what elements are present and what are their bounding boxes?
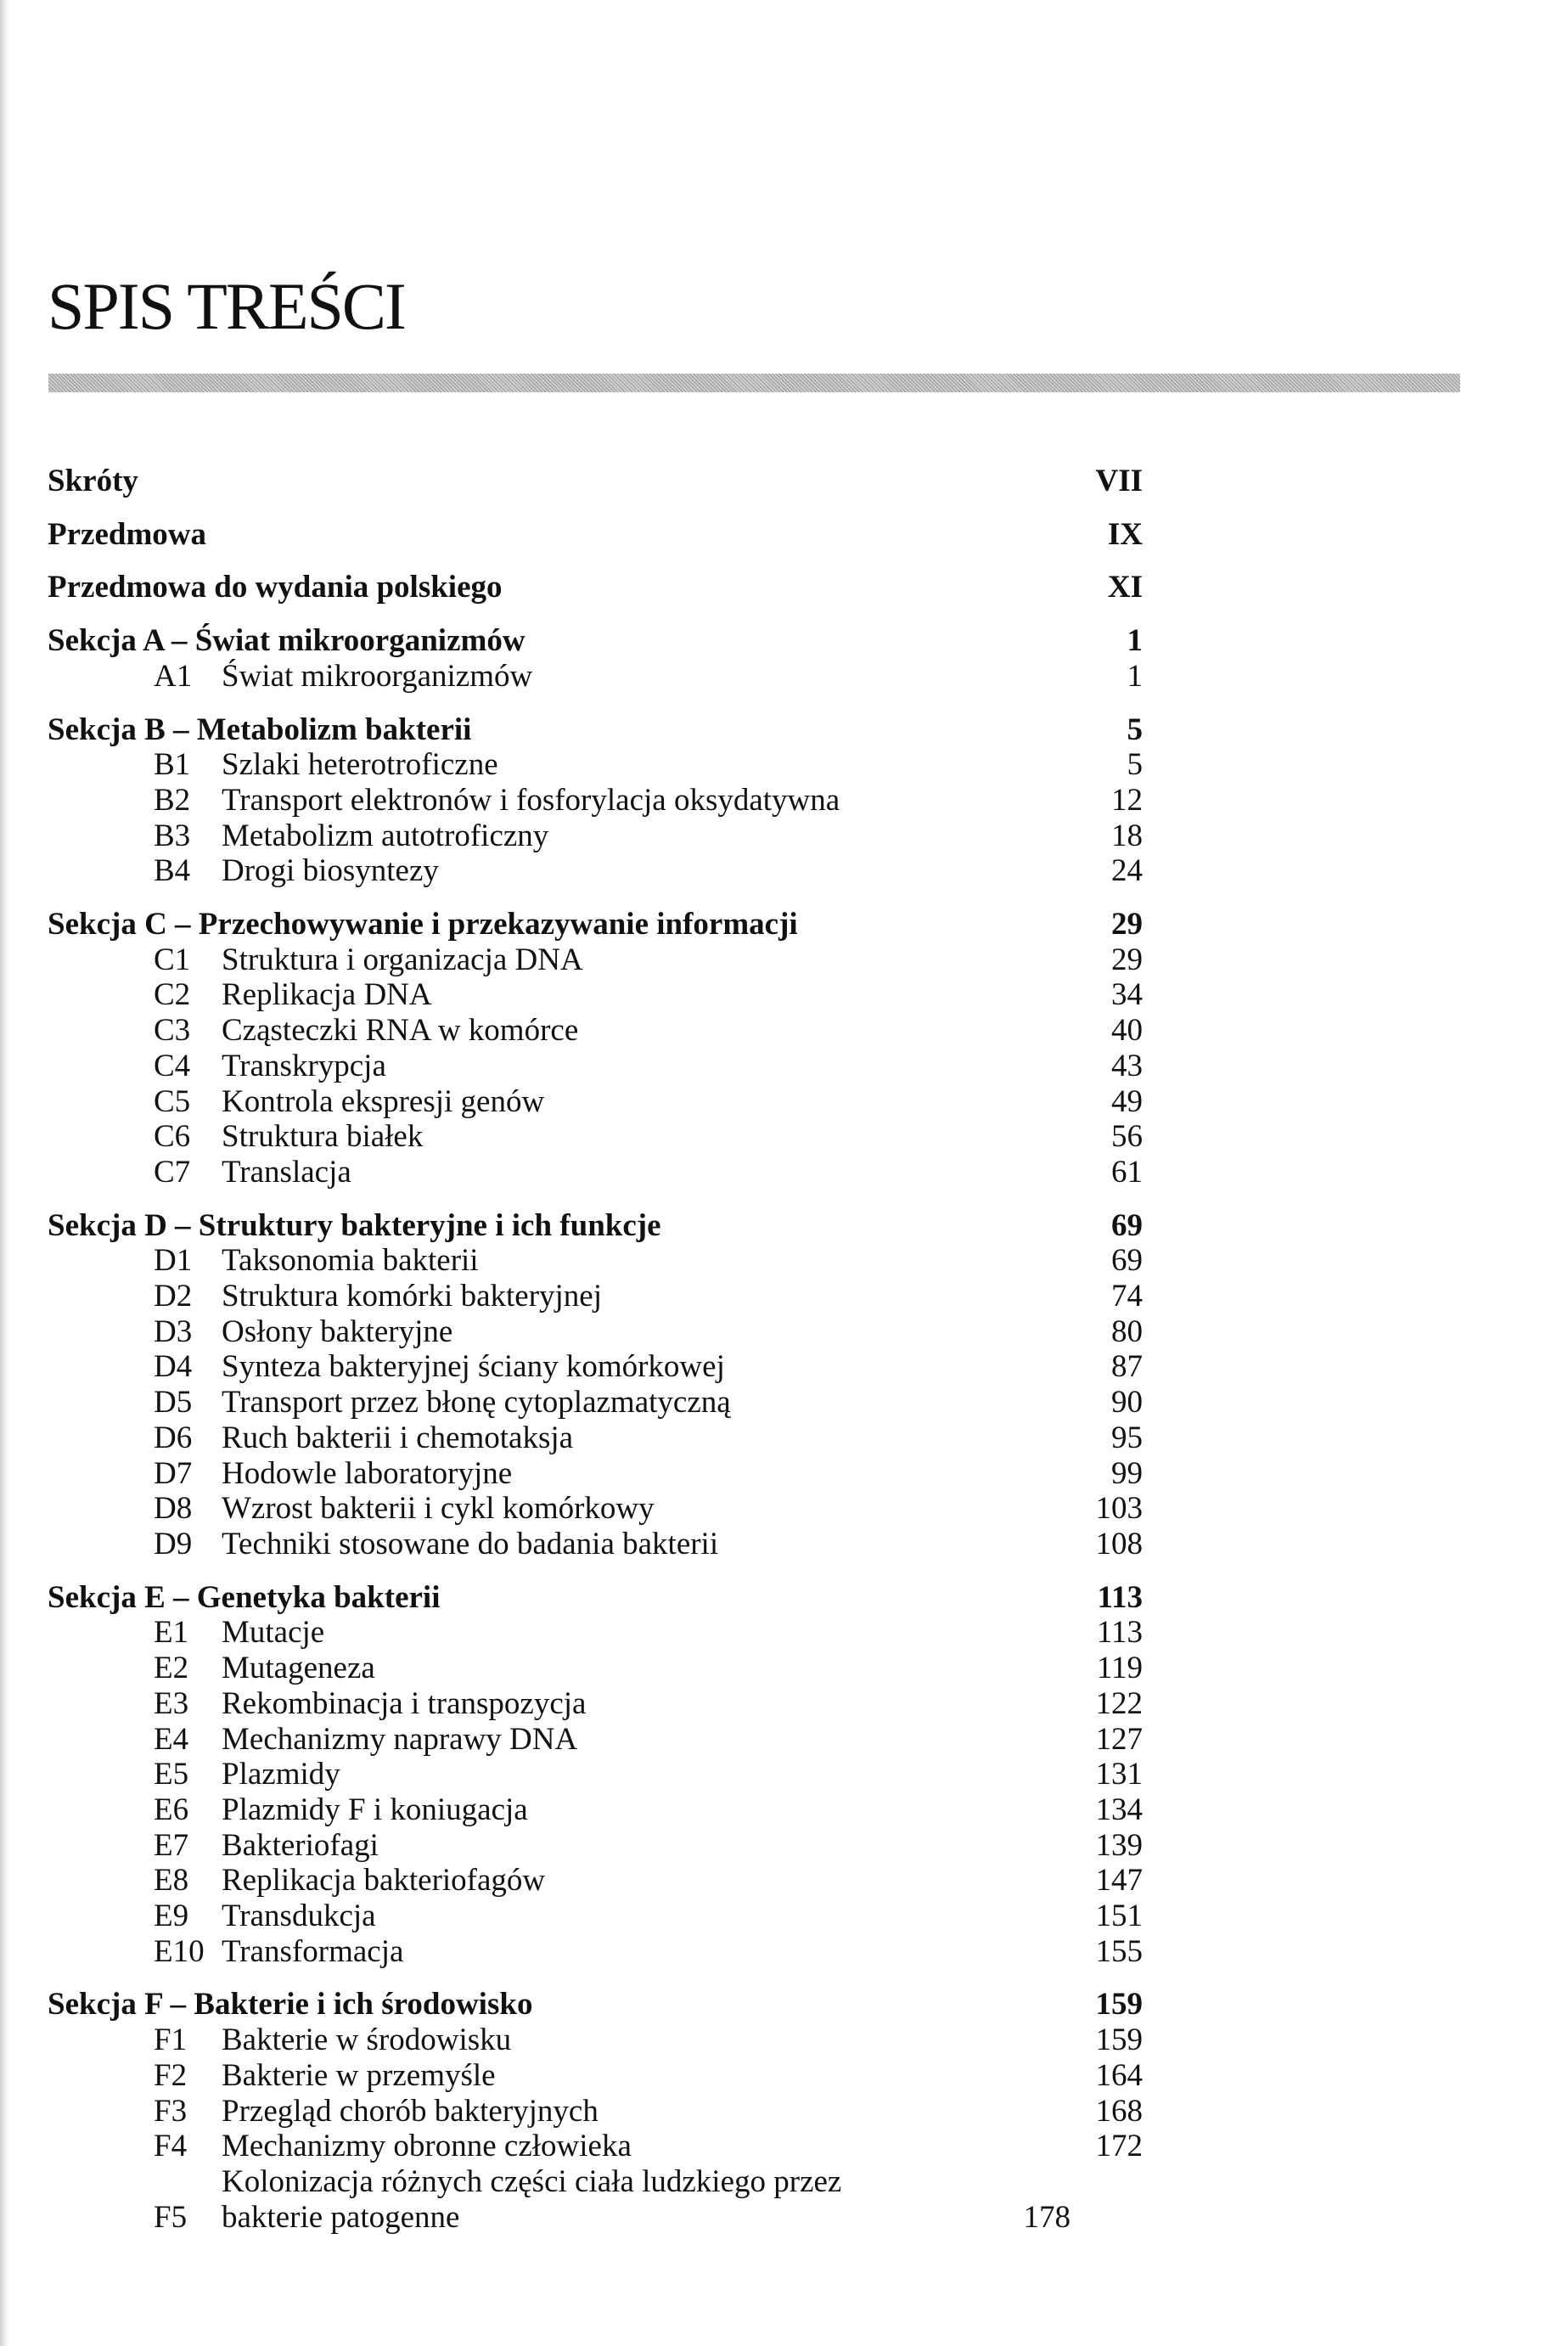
toc-heading[interactable]: [48, 464, 1143, 499]
toc-entry-code: B1: [154, 747, 191, 783]
toc-entry-title: Mutageneza: [222, 1651, 375, 1686]
toc-entry[interactable]: [48, 1155, 1143, 1190]
toc-entry[interactable]: [48, 1243, 1143, 1279]
toc-entry-code: E5: [154, 1757, 189, 1792]
toc-entry[interactable]: [48, 2164, 1143, 2235]
toc-entry-page: 103: [1095, 1491, 1143, 1527]
toc-entry-code: C6: [154, 1119, 191, 1155]
toc-entry-page: 24: [1111, 853, 1143, 889]
toc-entry-page: 122: [1095, 1685, 1143, 1721]
toc-heading-title: Przedmowa: [48, 516, 206, 552]
toc-entry-code: D6: [154, 1420, 193, 1455]
toc-entry-page: 155: [1095, 1933, 1143, 1969]
toc-entry-title: Cząsteczki RNA w komórce: [222, 1013, 579, 1049]
toc-entry[interactable]: [48, 783, 1143, 819]
toc-entry[interactable]: [48, 1757, 1143, 1792]
toc-heading-title: Skróty: [48, 464, 138, 498]
toc-entry-page: 74: [1111, 1279, 1143, 1314]
toc-entry-page: 90: [1111, 1385, 1143, 1421]
toc-entry-code: E4: [154, 1721, 189, 1757]
toc-entry-page: 40: [1111, 1013, 1143, 1049]
toc-entry-code: C5: [154, 1083, 191, 1119]
toc-entry-code: D5: [154, 1385, 193, 1421]
toc-heading[interactable]: [48, 1987, 1143, 2023]
toc-entry-page: 61: [1111, 1154, 1143, 1190]
toc-heading[interactable]: [48, 712, 1143, 748]
toc-entry-title: Transkrypcja: [222, 1048, 386, 1083]
toc-entry[interactable]: [48, 659, 1143, 695]
toc-entry-page: 119: [1096, 1651, 1143, 1686]
toc-entry-title: Mechanizmy naprawy DNA: [222, 1721, 578, 1757]
toc-entry-page: 43: [1111, 1048, 1143, 1083]
toc-entry-title: Kontrola ekspresji genów: [222, 1083, 545, 1119]
toc-entry-code: B4: [154, 853, 191, 889]
title-divider-bar: [48, 374, 1460, 392]
toc-entry[interactable]: [48, 1119, 1143, 1155]
toc-entry-page: 164: [1095, 2057, 1143, 2093]
toc-heading[interactable]: [48, 623, 1143, 659]
toc-entry-page: 168: [1095, 2093, 1143, 2129]
toc-entry[interactable]: [48, 1314, 1143, 1350]
toc-entry[interactable]: [48, 1013, 1143, 1049]
toc-entry[interactable]: [48, 1527, 1143, 1562]
toc-entry[interactable]: [48, 1828, 1143, 1864]
toc-entry-title: Bakteriofagi: [222, 1827, 379, 1863]
toc-entry-page: 49: [1111, 1083, 1143, 1119]
toc-entry-code: D1: [154, 1243, 193, 1279]
page-title: SPIS TREŚCI: [48, 269, 405, 343]
toc-group: [48, 907, 1143, 1190]
toc-entry-title: Struktura komórki bakteryjnej: [222, 1279, 603, 1314]
toc-entry[interactable]: [48, 1722, 1143, 1758]
toc-entry-page: 5: [1127, 747, 1143, 783]
toc-entry[interactable]: [48, 853, 1143, 889]
toc-entry-title: Kolonizacja różnych części ciała ludzkiego przez bakterie patogenne: [222, 2163, 842, 2235]
toc-entry-page: 95: [1111, 1420, 1143, 1455]
toc-entry-page: 108: [1095, 1526, 1143, 1561]
toc-entry[interactable]: [48, 1686, 1143, 1722]
toc-entry-page: 34: [1111, 977, 1143, 1013]
toc-entry-code: B2: [154, 782, 191, 818]
toc-heading-page: 113: [1097, 1579, 1143, 1615]
toc-entry-page: 131: [1095, 1757, 1143, 1792]
toc-entry-code: F1: [154, 2023, 188, 2058]
toc-entry-title: Translacja: [222, 1154, 351, 1190]
toc-entry[interactable]: [48, 1049, 1143, 1084]
toc-entry-code: A1: [154, 658, 193, 694]
toc-entry[interactable]: [48, 977, 1143, 1013]
toc-entry-page: 87: [1111, 1349, 1143, 1385]
toc-heading-page: 5: [1127, 712, 1143, 747]
toc-entry-page: 127: [1095, 1721, 1143, 1757]
toc-entry-code: E3: [154, 1685, 189, 1721]
toc-entry-title: Osłony bakteryjne: [222, 1314, 453, 1349]
toc-entry-title: Bakterie w przemyśle: [222, 2057, 496, 2093]
toc-group: [48, 464, 1143, 499]
toc-entry[interactable]: [48, 1615, 1143, 1651]
toc-entry[interactable]: [48, 1934, 1143, 1970]
toc-entry-page: 172: [1095, 2129, 1143, 2164]
toc-entry-page: 69: [1111, 1243, 1143, 1279]
toc-entry-code: C1: [154, 942, 191, 977]
toc-entry[interactable]: [48, 942, 1143, 978]
toc-entry-title: Ruch bakterii i chemotaksja: [222, 1420, 574, 1455]
toc-group: [48, 570, 1143, 605]
toc-entry-page: 80: [1111, 1314, 1143, 1349]
toc-heading-title: Sekcja F – Bakterie i ich środowisko: [48, 1987, 533, 2023]
toc-entry-title: Synteza bakteryjnej ściany komórkowej: [222, 1349, 725, 1385]
scan-edge-shadow: [0, 0, 8, 2346]
toc-heading[interactable]: [48, 517, 1143, 553]
toc-entry[interactable]: [48, 1421, 1143, 1456]
toc-entry-code: F3: [154, 2093, 188, 2129]
toc-entry[interactable]: [48, 1084, 1143, 1120]
toc-entry-code: D9: [154, 1526, 193, 1561]
toc-heading[interactable]: [48, 1208, 1143, 1244]
toc-entry-title: Taksonomia bakterii: [222, 1243, 479, 1279]
toc-entry-code: E9: [154, 1899, 189, 1934]
toc-heading-title: Sekcja B – Metabolizm bakterii: [48, 712, 472, 747]
toc-entry-title: Szlaki heterotroficzne: [222, 747, 498, 783]
toc-entry-title: Struktura białek: [222, 1119, 424, 1155]
toc-heading[interactable]: [48, 1580, 1143, 1616]
toc-heading-page: 29: [1111, 907, 1143, 942]
toc-group: [48, 517, 1143, 553]
toc-entry[interactable]: [48, 2023, 1143, 2058]
toc-entry-title: Struktura i organizacja DNA: [222, 942, 583, 977]
toc-entry-code: D4: [154, 1349, 193, 1385]
toc-entry-code: D7: [154, 1455, 193, 1491]
toc-entry[interactable]: [48, 1491, 1143, 1527]
toc-entry-page: 99: [1111, 1455, 1143, 1491]
toc-heading[interactable]: [48, 907, 1143, 942]
toc-entry-title: Drogi biosyntezy: [222, 853, 439, 889]
toc-entry-page: 134: [1095, 1792, 1143, 1827]
toc-heading[interactable]: [48, 570, 1143, 605]
toc-entry-title: Transport elektronów i fosforylacja oksydatywna: [222, 782, 840, 818]
toc-entry-code: F5: [154, 2199, 188, 2235]
toc-entry-page: 178: [1023, 2199, 1071, 2235]
toc-entry[interactable]: [48, 1385, 1143, 1421]
toc-entry-title: Transformacja: [222, 1933, 404, 1969]
toc-entry-title: Świat mikroorganizmów: [222, 658, 533, 694]
toc-entry-title: Transport przez błonę cytoplazmatyczną: [222, 1385, 731, 1421]
toc-entry-title: Replikacja DNA: [222, 977, 432, 1013]
toc-entry[interactable]: [48, 1651, 1143, 1686]
toc-entry-title: Mutacje: [222, 1615, 325, 1651]
toc-entry-code: C3: [154, 1013, 191, 1049]
toc-heading-page: XI: [1107, 570, 1143, 605]
toc-entry-code: D3: [154, 1314, 193, 1349]
toc-entry-title: Transdukcja: [222, 1899, 376, 1934]
toc-entry[interactable]: [48, 2094, 1143, 2129]
toc-entry-page: 56: [1111, 1119, 1143, 1155]
toc-entry[interactable]: [48, 819, 1143, 854]
toc-entry[interactable]: [48, 747, 1143, 783]
toc-entry[interactable]: [48, 1279, 1143, 1314]
toc-entry-code: F2: [154, 2057, 188, 2093]
toc-entry[interactable]: [48, 1863, 1143, 1899]
toc-entry-code: E7: [154, 1827, 189, 1863]
toc-entry-code: C2: [154, 977, 191, 1013]
toc-entry-code: E6: [154, 1792, 189, 1827]
toc-entry-title: Mechanizmy obronne człowieka: [222, 2129, 632, 2164]
toc-entry-code: D2: [154, 1279, 193, 1314]
toc-entry-page: 18: [1111, 818, 1143, 853]
toc-entry-title: Techniki stosowane do badania bakterii: [222, 1526, 719, 1561]
toc-entry[interactable]: [48, 1456, 1143, 1492]
toc-entry-page: 29: [1111, 942, 1143, 977]
toc-heading-page: 69: [1111, 1207, 1143, 1243]
toc-heading-title: Sekcja E – Genetyka bakterii: [48, 1579, 441, 1615]
toc-group: [48, 712, 1143, 890]
toc-entry-page: 1: [1127, 658, 1143, 694]
toc-entry-page: 12: [1111, 782, 1143, 818]
table-of-contents: [48, 464, 1143, 2235]
toc-heading-page: 1: [1127, 623, 1143, 659]
toc-entry-title: Rekombinacja i transpozycja: [222, 1685, 587, 1721]
toc-entry-code: D8: [154, 1491, 193, 1527]
toc-entry[interactable]: [48, 2058, 1143, 2094]
toc-group: [48, 623, 1143, 694]
toc-group: [48, 1580, 1143, 1970]
toc-entry-page: 147: [1095, 1863, 1143, 1899]
toc-entry-code: E1: [154, 1615, 189, 1651]
toc-entry-code: E10: [154, 1933, 205, 1969]
toc-entry-page: 139: [1095, 1827, 1143, 1863]
toc-entry-title: Plazmidy: [222, 1757, 340, 1792]
toc-entry-code: F4: [154, 2129, 188, 2164]
toc-entry-title: Wzrost bakterii i cykl komórkowy: [222, 1491, 655, 1527]
toc-entry-page: 113: [1096, 1615, 1143, 1651]
toc-entry[interactable]: [48, 2129, 1143, 2164]
toc-heading-title: Sekcja C – Przechowywanie i przekazywanie informacji: [48, 907, 798, 942]
toc-entry[interactable]: [48, 1792, 1143, 1828]
toc-entry-code: C7: [154, 1154, 191, 1190]
toc-heading-title: Sekcja D – Struktury bakteryjne i ich funkcje: [48, 1207, 661, 1243]
toc-entry[interactable]: [48, 1349, 1143, 1385]
toc-entry-code: E2: [154, 1651, 189, 1686]
toc-entry-code: E8: [154, 1863, 189, 1899]
toc-entry-title: Plazmidy F i koniugacja: [222, 1792, 528, 1827]
toc-entry-title: Bakterie w środowisku: [222, 2023, 512, 2058]
toc-group: [48, 1208, 1143, 1562]
toc-entry-title: Metabolizm autotroficzny: [222, 818, 549, 853]
toc-group: [48, 1987, 1143, 2235]
toc-heading-title: Sekcja A – Świat mikroorganizmów: [48, 623, 525, 659]
toc-entry-page: 159: [1095, 2023, 1143, 2058]
toc-heading-page: VII: [1095, 464, 1143, 498]
toc-entry-title: Replikacja bakteriofagów: [222, 1863, 546, 1899]
toc-entry-page: 151: [1095, 1899, 1143, 1934]
toc-entry-code: C4: [154, 1048, 191, 1083]
toc-heading-title: Przedmowa do wydania polskiego: [48, 570, 503, 605]
toc-entry[interactable]: [48, 1899, 1143, 1934]
toc-heading-page: IX: [1107, 516, 1143, 552]
toc-entry-title: Przegląd chorób bakteryjnych: [222, 2093, 599, 2129]
toc-entry-title: Hodowle laboratoryjne: [222, 1455, 513, 1491]
toc-heading-page: 159: [1095, 1987, 1143, 2023]
toc-entry-code: B3: [154, 818, 191, 853]
